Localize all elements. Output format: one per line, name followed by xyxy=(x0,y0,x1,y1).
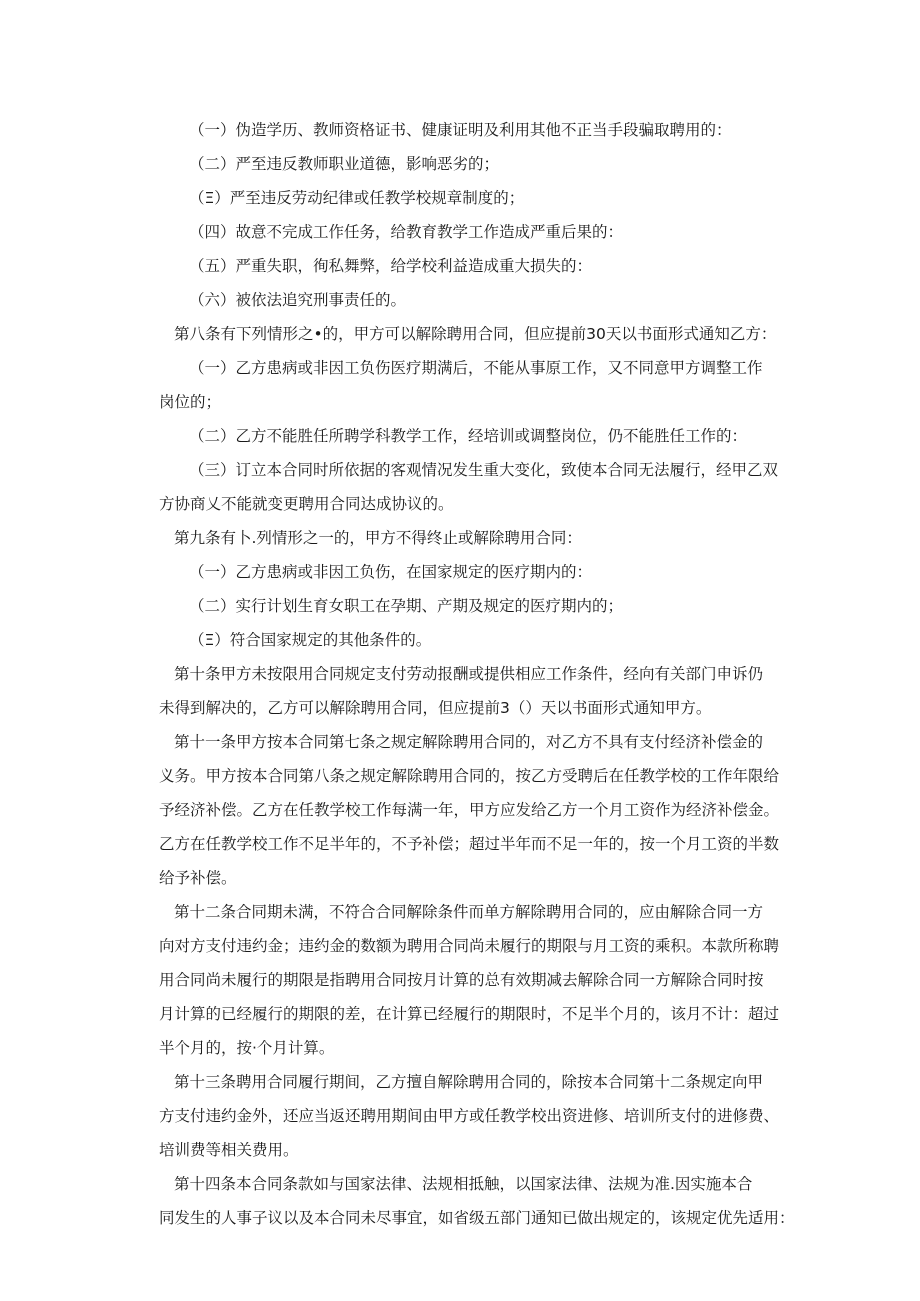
text-line: （六）被依法追究刑事责任的。 xyxy=(189,291,407,309)
text-line: 同发生的人事子议以及本合同未尽事宜，如省级五部门通知已做出规定的，该规定优先适用： xyxy=(159,1209,795,1227)
text-line: 岗位的； xyxy=(159,393,222,411)
text-line: 第九条有卜.列情形之一的，甲方不得终止或解除聘用合同： xyxy=(174,529,582,547)
text-line: 乙方在任教学校工作不足半年的，不予补偿；超过半年而不足一年的，按一个月工资的半数 xyxy=(159,835,780,853)
document-body xyxy=(159,113,814,1235)
text-line: 月计算的已经履行的期限的差，在计算已经履行的期限时，不足半个月的，该月不计：超过 xyxy=(159,1005,780,1023)
text-line: 义务。甲方按本合同第八条之规定解除聘用合同的，按乙方受聘后在任教学校的工作年限给 xyxy=(159,767,780,785)
text-line: （四）故意不完成工作任务，给教育教学工作造成严重后果的： xyxy=(189,223,624,241)
text-line: （Ξ）符合国家规定的其他条件的。 xyxy=(189,631,432,649)
text-line: （五）严重失职，徇私舞弊，给学校利益造成重大损失的： xyxy=(189,257,593,275)
text-line: （一）乙方患病或非因工负伤，在国家规定的医疗期内的： xyxy=(189,563,593,581)
text-line: （一）乙方患病或非因工负伤医疗期满后，不能从事原工作，又不同意甲方调整工作 xyxy=(189,359,763,377)
text-line: （二）实行计划生育女职工在孕期、产期及规定的医疗期内的； xyxy=(189,597,624,615)
text-line: 方支付违约金外，还应当返还聘用期间由甲方或任教学校出资进修、培训所支付的进修费、 xyxy=(159,1107,780,1125)
text-line: 给予补偿。 xyxy=(159,869,237,887)
text-line: （三）订立本合同时所依据的客观情况发生重大变化，致使本合同无法履行，经甲乙双 xyxy=(189,461,779,479)
text-line: （二）严至违反教师职业道德，影响恶劣的； xyxy=(189,155,500,173)
text-line: 予经济补偿。乙方在任教学校工作每满一年，甲方应发给乙方一个月工资作为经济补偿金。 xyxy=(159,801,780,819)
text-line: 第十一条甲方按本合同第七条之规定解除聘用合同的，对乙方不具有支付经济补偿金的 xyxy=(174,733,764,751)
text-line: 培训费等相关费用。 xyxy=(159,1141,299,1159)
text-line: 第十三条聘用合同履行期间，乙方擅自解除聘用合同的，除按本合同第十二条规定向甲 xyxy=(174,1073,764,1091)
text-line: 向对方支付违约金；违约金的数额为聘用合同尚未履行的期限与月工资的乘积。本款所称聘 xyxy=(159,937,780,955)
text-line: 第十条甲方未按限用合同规定支付劳动报酬或提供相应工作条件，经向有关部门申诉仍 xyxy=(174,665,764,683)
text-line: 未得到解决的，乙方可以解除聘用合同，但应提前3（）天以书面形式通知甲方。 xyxy=(159,699,712,717)
text-line: 第十四条本合同条款如与国家法律、法规相抵触，以国家法律、法规为准.因实施本合 xyxy=(174,1175,753,1193)
text-line: 第十二条合同期未满，不符合合同解除条件而单方解除聘用合同的，应由解除合同一方 xyxy=(174,903,764,921)
text-line: （一）伪造学历、教师资格证书、健康证明及利用其他不正当手段骗取聘用的： xyxy=(189,121,732,139)
text-line: 方协商乂不能就变更聘用合同达成协议的。 xyxy=(159,495,454,513)
text-line: （Ξ）严至违反劳动纪律或任教学校规章制度的； xyxy=(189,189,525,207)
text-line: （二）乙方不能胜任所聘学科教学工作，经培训或调整岗位，仍不能胜任工作的： xyxy=(189,427,748,445)
text-line: 半个月的，按·个月计算。 xyxy=(159,1039,335,1057)
text-line: 第八条有下列情形之•的，甲方可以解除聘用合同，但应提前30天以书面形式通知乙方： xyxy=(174,325,777,343)
text-line: 用合同尚未履行的期限是指聘用合同按月计算的总有效期减去解除合同一方解除合同时按 xyxy=(159,971,764,989)
